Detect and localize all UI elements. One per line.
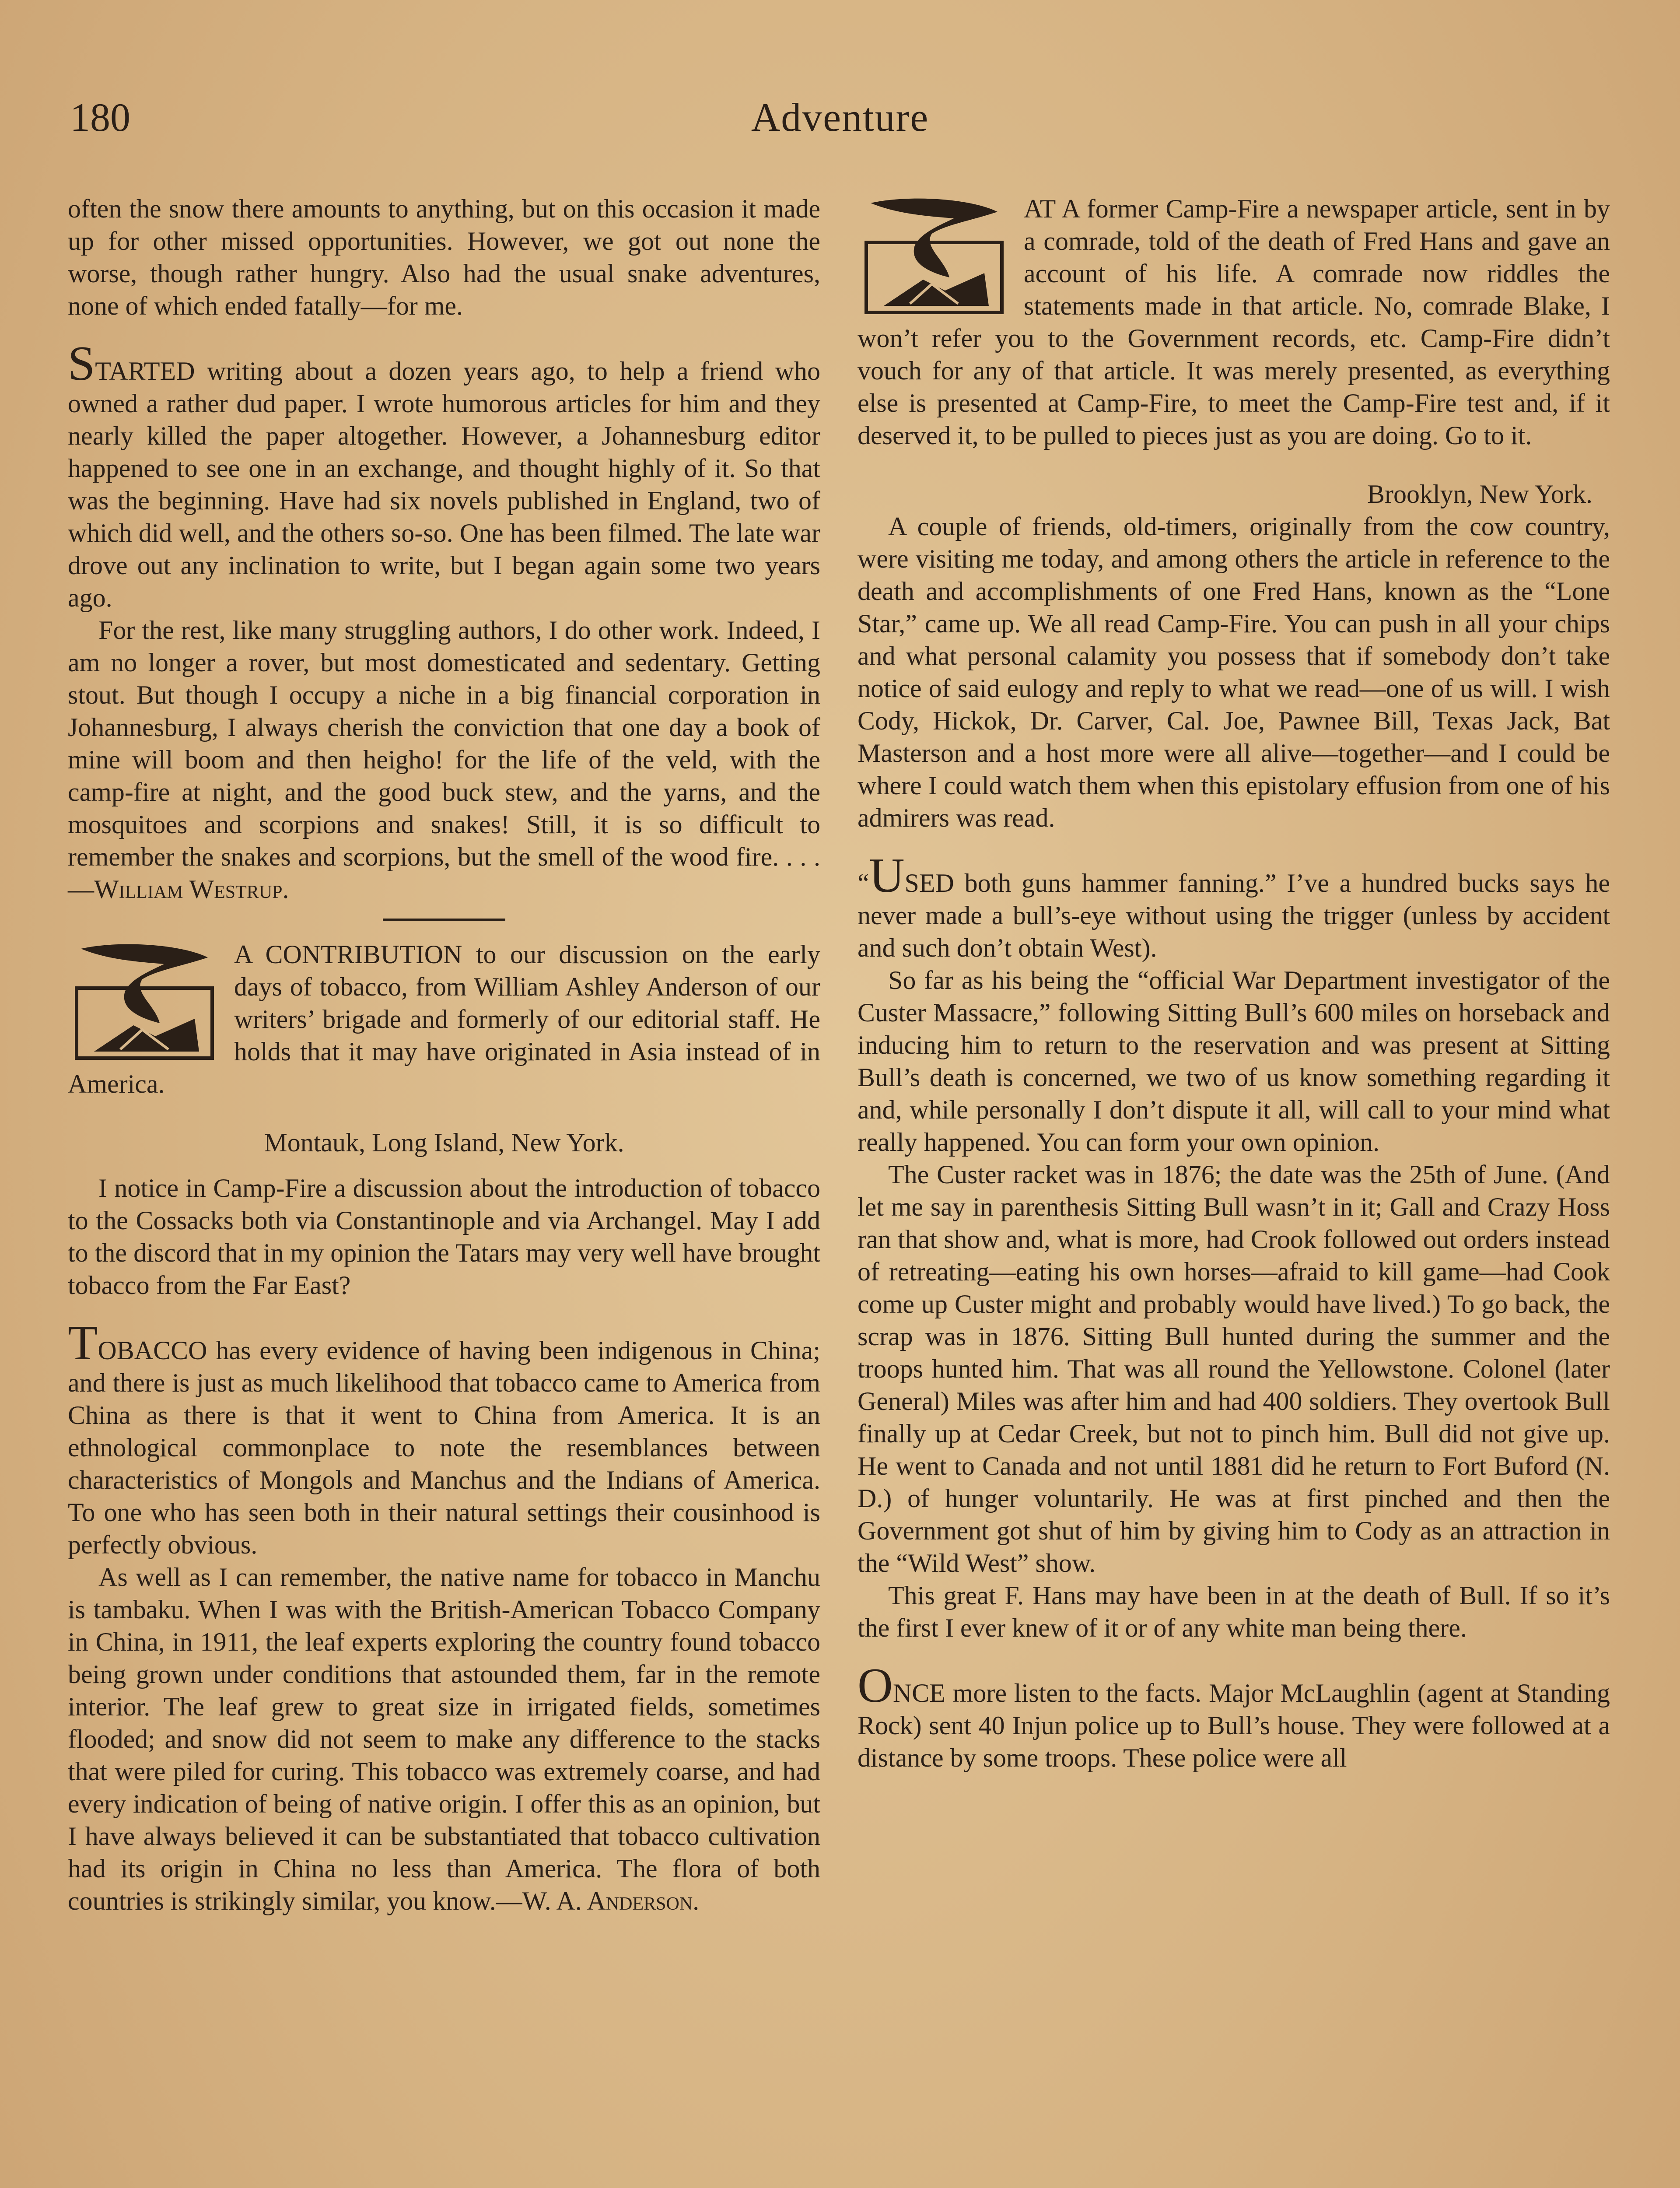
- quote-mark: “: [858, 869, 869, 898]
- initial-letter: S: [68, 337, 95, 391]
- paragraph-text: former Camp-Fire a newspaper article, sent in by a comrade, told of the death of Fred Hans and gave an account of his life. A comrade now riddles the statements made in that article. No, comrade Blake, I won’t refer you to the Government records, etc. Camp-Fire didn’t vouch for any of that article. It was merely presented, as everything else is presented at Camp-Fire, to meet the Camp-Fire test and, if it deserved it, to be pulled to pieces just as you are doing. Go to it.: [858, 194, 1610, 450]
- paragraph-text: writing about a dozen years ago, to help a friend who owned a rather dud paper. I wrote humorous articles for him and they nearly killed the paper altogether. However, a Johannesburg editor happened to see one in an exchange, and thought highly of it. So that was the beginning. Have had six novels published in England, two of which did well, and the others so-so. One has been filmed. The late war drove out any inclination to write, but I began again some two years ago.: [68, 357, 820, 612]
- paragraph: So far as his being the “official War Department investigator of the Custer Massacre,” following Sitting Bull’s 600 miles on horseback and inducing him to return to the reservation and was present at Sitting Bull’s death is concerned, we two of us know something regarding it and, while personally I don’t dispute it all, will call to your mind what really happened. You can form your own opinion.: [858, 966, 1610, 1157]
- paragraph-text: has every evidence of having been indigenous in China; and there is just as much likelihood that tobacco came to America from China as there is that it went to China from America. It is an ethnological commonplace to note the resemblances between characteristics of Mongols and Manchus and the Indians of America. To one who has seen both in their natural settings their cousinhood is perfectly obvious.: [68, 1336, 820, 1559]
- page-header: [70, 94, 1610, 151]
- campfire-woodcut-icon: [68, 940, 221, 1062]
- dateline: Brooklyn, New York.: [1367, 480, 1592, 508]
- paragraph-text: For the rest, like many struggling authors, I do other work. Indeed, I am no longer a rover, but most domesticated and sedentary. Getting stout. But though I occupy a niche in a big financial corporation in Johannesburg, I always cherish the conviction that one day a book of mine will boom and then heigho! for the life of the veld, with the camp-fire at night, and the good buck stew, and the yarns, and the mosquitoes and scorpions and snakes! Still, it is so difficult to remember the snakes and scorpions, but the smell of the wood fire. . . . —: [68, 616, 820, 904]
- paragraph: The Custer racket was in 1876; the date was the 25th of June. (And let me say in parenthesis Sitting Bull wasn’t in it; Gall and Crazy Hoss ran that show and, what is more, had Crook followed out orders instead of retreating—eating his own horses—afraid to kill game—had Cook come up Custer might and probably would have lived.) To go back, the scrap was in 1876. Sitting Bull hunted during the summer and the troops hunted him. That was all round the Yellowstone. Colonel (later General) Miles was after him and had 400 soldiers. They overtook Bull finally up at Cedar Creek, but not to pinch him. Bull did not give up. He went to Canada and not until 1881 did he return to Fort Buford (N. D.) of hunger voluntarily. He was at first pinched and then the Government got shut of him by giving him to Cody as an attraction in the “Wild West” show.: [858, 1160, 1610, 1578]
- left-column: [68, 193, 820, 1917]
- page-number: 180: [70, 95, 130, 140]
- initial-letter: O: [858, 1659, 893, 1713]
- paragraph: [68, 1316, 820, 1561]
- paragraph-text: both guns hammer fanning.” I’ve a hundred bucks says he never made a bull’s-eye without using the trigger (unless by accident and such don’t obtain West).: [858, 869, 1610, 962]
- paragraph: [858, 1659, 1610, 1774]
- dateline: Montauk, Long Island, New York.: [264, 1128, 624, 1157]
- initial-caps: NCE: [892, 1679, 945, 1708]
- paragraph: A couple of friends, old-timers, originally from the cow country, were visiting me today, and among others the article in reference to the death and accomplishments of one Fred Hans, known as the “Lone Star,” came up. We all read Camp-Fire. You can push in all your chips and what personal calamity you possess that if somebody don’t take notice of said eulogy and reply to what we read—one of us will. I wish Cody, Hickok, Dr. Carver, Cal. Joe, Pawnee Bill, Texas Jack, Bat Masterson and a host more were all alive—together—and I could be where I could watch them when this epistolary effusion from one of his admirers was read.: [858, 512, 1610, 832]
- campfire-woodcut-icon: [858, 194, 1011, 317]
- right-column: [858, 193, 1610, 1774]
- lead-text: AT A: [1024, 194, 1079, 223]
- lead-text: A CONTRIBUTION: [234, 940, 462, 969]
- initial-letter: U: [869, 849, 905, 903]
- paragraph: I notice in Camp-Fire a discussion about the introduction of tobacco to the Cossacks both via Constantinople and via Archangel. May I add to the discord that in my opinion the Tatars may very well have brought tobacco from the Far East?: [68, 1174, 820, 1300]
- paragraph-text: As well as I can remember, the native name for tobacco in Manchu is tambaku. When I was with the British-American Tobacco Company in China, in 1911, the leaf experts exploring the country found tobacco being grown under conditions that astounded them, far in the remote interior. The leaf grew to great size in irrigated fields, sometimes flooded; and snow did not seem to make any difference to the stacks that were piled for curing. This tobacco was extremely coarse, and had every indication of being of native origin. I offer this as an opinion, but I have always believed it can be substantiated that tobacco cultivation had its origin in China no less than America. The flora of both countries is strikingly similar, you know.—: [68, 1563, 820, 1915]
- paragraph: often the snow there amounts to anything, but on this occasion it made up for other missed opportunities. However, we got out none the worse, though rather hungry. Also had the usual snake adventures, none of which ended fatally—for me.: [68, 194, 820, 320]
- paragraph: [68, 1561, 820, 1917]
- initial-caps: OBACCO: [98, 1336, 207, 1365]
- paragraph: This great F. Hans may have been in at the death of Bull. If so it’s the first I ever knew of it or of any white man being there.: [858, 1581, 1610, 1642]
- initial-letter: T: [68, 1316, 98, 1370]
- paragraph-text: more listen to the facts. Major McLaughlin (agent at Standing Rock) sent 40 Injun police up to Bull’s house. They were followed at a distance by some troops. These police were all: [858, 1679, 1610, 1772]
- paragraph-text: to our discussion on the early days of tobacco, from William Ashley Anderson of our writers’ brigade and formerly of our editorial staff. He holds that it may have originated in Asia instead of in America.: [68, 940, 820, 1098]
- initial-caps: SED: [904, 869, 954, 898]
- paragraph: [858, 849, 1610, 964]
- paragraph: [68, 614, 820, 905]
- running-title: Adventure: [751, 95, 929, 140]
- paragraph: [68, 337, 820, 614]
- signature: William Westrup.: [94, 875, 289, 904]
- initial-caps: TARTED: [95, 357, 195, 386]
- signature: W. A. Anderson.: [522, 1886, 700, 1915]
- section-divider: [383, 919, 505, 921]
